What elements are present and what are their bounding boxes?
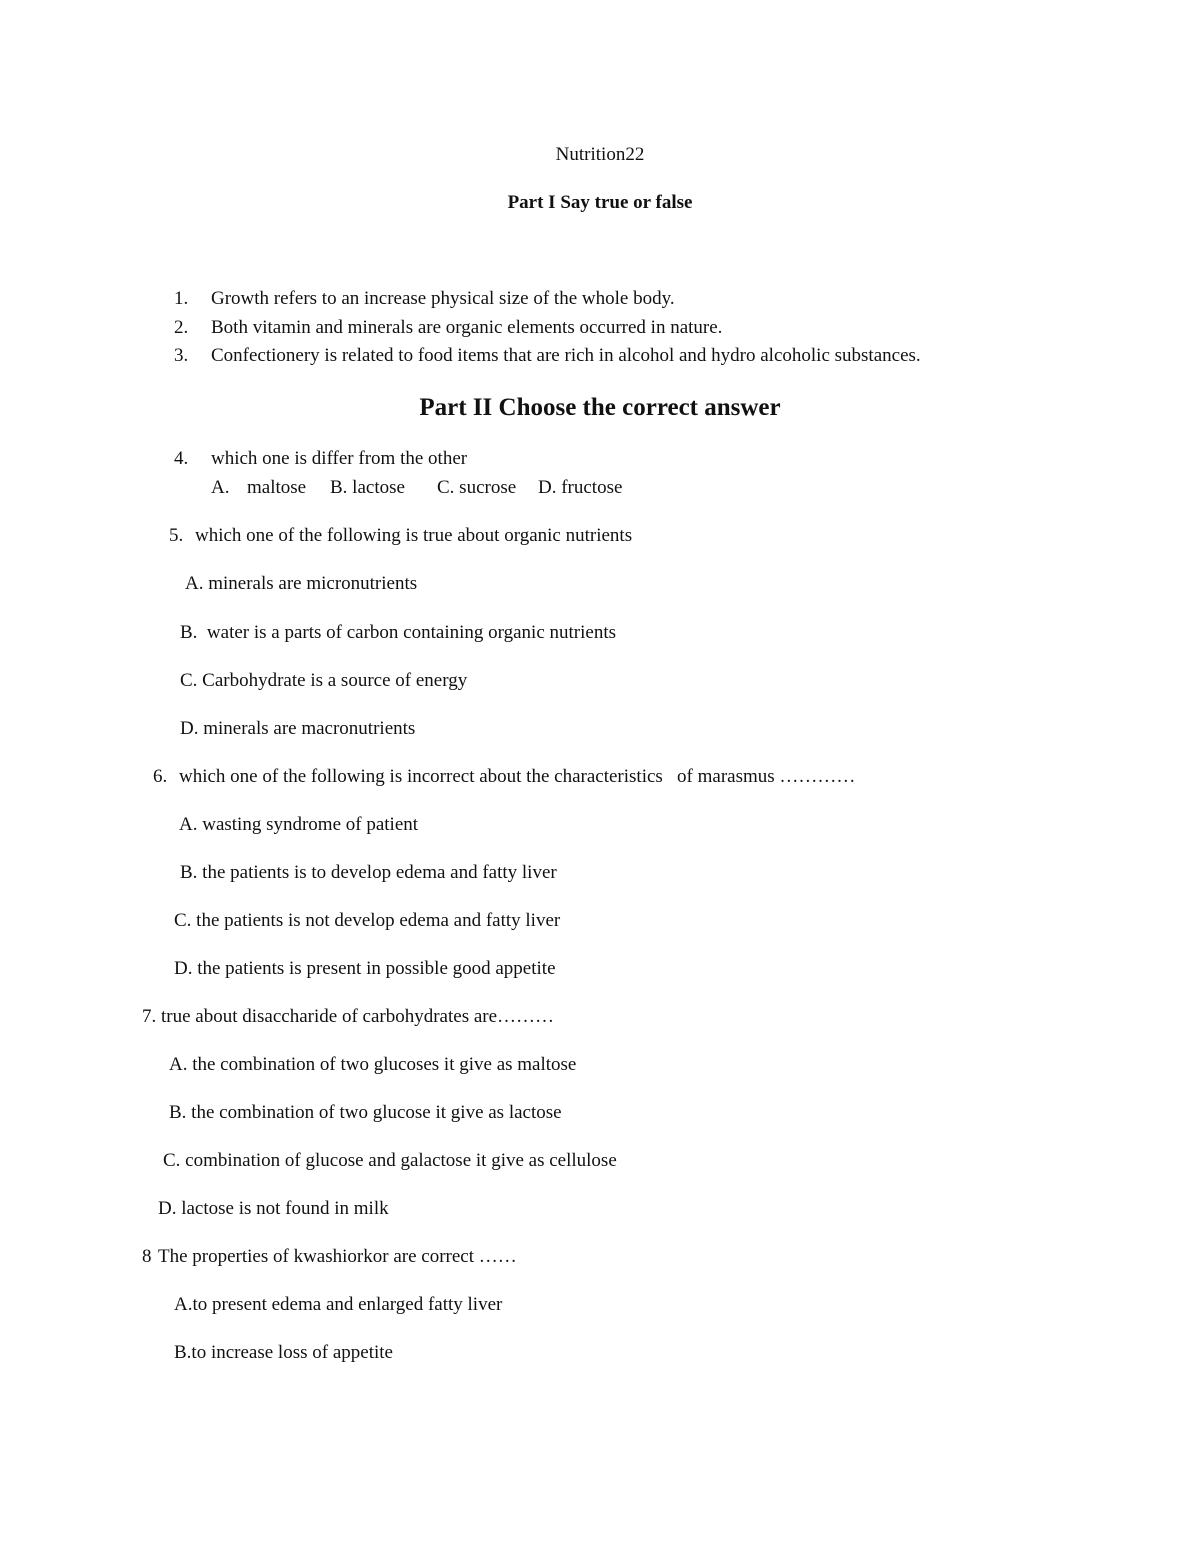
item-text: Both vitamin and minerals are organic elements occurred in nature. — [211, 317, 723, 338]
question-text: The properties of kwashiorkor are correct …… — [158, 1246, 517, 1267]
option-text: maltose — [247, 477, 307, 498]
question-number: 7. — [142, 1006, 157, 1027]
question-number: 4. — [174, 448, 189, 469]
question-text: which one of the following is true about organic nutrients — [195, 525, 633, 546]
item-text: Growth refers to an increase physical size of the whole body. — [211, 288, 675, 309]
option-text: C. sucrose — [437, 477, 517, 498]
option-text: D. lactose is not found in milk — [158, 1198, 389, 1219]
part2-heading: Part II Choose the correct answer — [419, 394, 781, 421]
question-number: 6. — [153, 766, 168, 787]
option-text: B. lactose — [330, 477, 405, 498]
question-number: 8 — [142, 1246, 152, 1267]
item-number: 2. — [174, 317, 189, 338]
part1-heading: Part I Say true or false — [507, 192, 693, 213]
option-text: B. water is a parts of carbon containing organic nutrients — [180, 622, 616, 643]
option-text: A.to present edema and enlarged fatty liver — [174, 1294, 503, 1315]
document-title: Nutrition22 — [555, 144, 645, 165]
option-text: A. wasting syndrome of patient — [179, 814, 419, 835]
item-text: Confectionery is related to food items that are rich in alcohol and hydro alcoholic substances. — [211, 345, 921, 366]
option-text: A. the combination of two glucoses it give as maltose — [169, 1054, 577, 1075]
option-text: D. fructose — [538, 477, 623, 498]
option-text: C. combination of glucose and galactose it give as cellulose — [163, 1150, 617, 1171]
item-number: 1. — [174, 288, 189, 309]
option-text: C. Carbohydrate is a source of energy — [180, 670, 468, 691]
question-number: 5. — [169, 525, 184, 546]
option-text: D. minerals are macronutrients — [180, 718, 416, 739]
item-number: 3. — [174, 345, 189, 366]
question-text: true about disaccharide of carbohydrates are……… — [161, 1006, 555, 1027]
option-text: B. the patients is to develop edema and fatty liver — [180, 862, 557, 883]
option-text: B.to increase loss of appetite — [174, 1342, 393, 1363]
option-text: A. minerals are micronutrients — [185, 573, 418, 594]
option-label: A. — [211, 477, 230, 498]
option-text: D. the patients is present in possible good appetite — [174, 958, 556, 979]
question-text: which one of the following is incorrect about the characteristics of marasmus ………… — [179, 766, 856, 787]
question-text: which one is differ from the other — [211, 448, 468, 469]
option-text: C. the patients is not develop edema and fatty liver — [174, 910, 561, 931]
option-text: B. the combination of two glucose it give as lactose — [169, 1102, 562, 1123]
